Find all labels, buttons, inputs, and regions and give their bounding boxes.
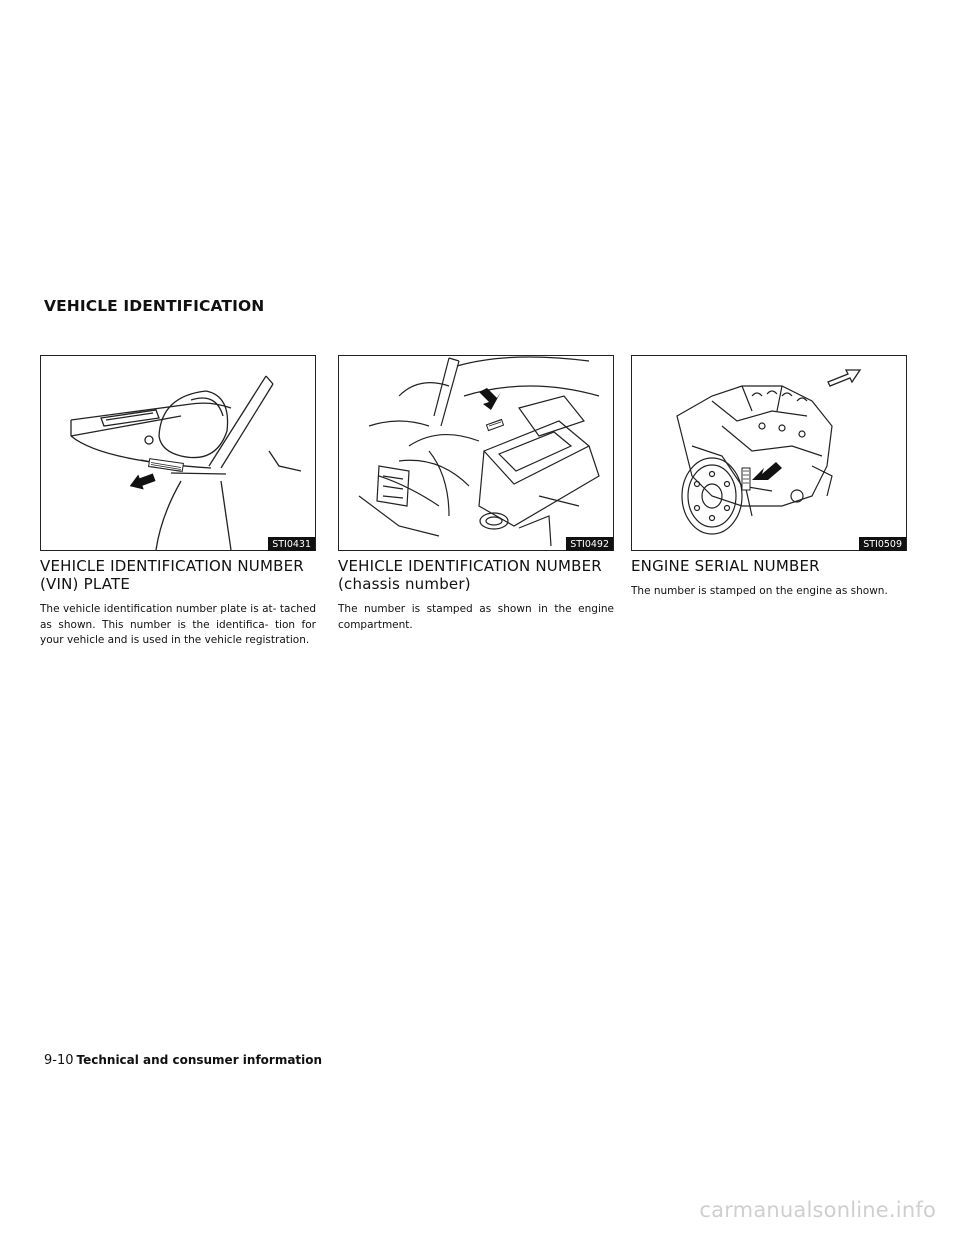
page-footer [44,1053,322,1068]
vin-plate-figure [40,355,316,551]
figure-code: STI0492 [566,537,613,551]
figure-code: STI0431 [268,537,315,551]
vin-location-arrow [127,470,157,494]
engine-serial-body: The number is stamped on the engine as shown. [631,585,888,597]
engine-serial-heading [631,557,907,575]
chassis-number-body: The number is stamped as shown in the engine compartment. [338,603,614,631]
heading-line-1: VEHICLE IDENTIFICATION NUMBER [40,557,304,575]
figure-code: STI0509 [859,537,906,551]
engine-compartment-illustration [339,356,613,550]
engine-serial-column [631,355,907,600]
engine-serial-arrow [752,462,782,480]
section-title: VEHICLE IDENTIFICATION [44,297,265,315]
front-direction-arrow [828,370,860,386]
engine-illustration [632,356,906,550]
dashboard-windshield-illustration [41,356,315,550]
chassis-number-heading [338,557,614,593]
chassis-number-figure [338,355,614,551]
heading-line-1: ENGINE SERIAL NUMBER [631,557,820,575]
vin-plate-column [40,355,316,649]
chassis-location-arrow [479,388,501,410]
watermark: carmanualsonline.info [699,1198,936,1222]
engine-serial-figure [631,355,907,551]
heading-line-2: (chassis number) [338,575,471,593]
vin-plate-heading [40,557,316,593]
heading-line-1: VEHICLE IDENTIFICATION NUMBER [338,557,602,575]
vin-plate-body: The vehicle identification number plate is at- tached as shown. This number is the identifica- tion for your vehicle and is used in the vehicle registration. [40,603,316,647]
page-number: 9-10 [44,1053,74,1068]
footer-title: Technical and consumer information [76,1053,323,1067]
heading-line-2: (VIN) PLATE [40,575,131,593]
chassis-number-column [338,355,614,633]
